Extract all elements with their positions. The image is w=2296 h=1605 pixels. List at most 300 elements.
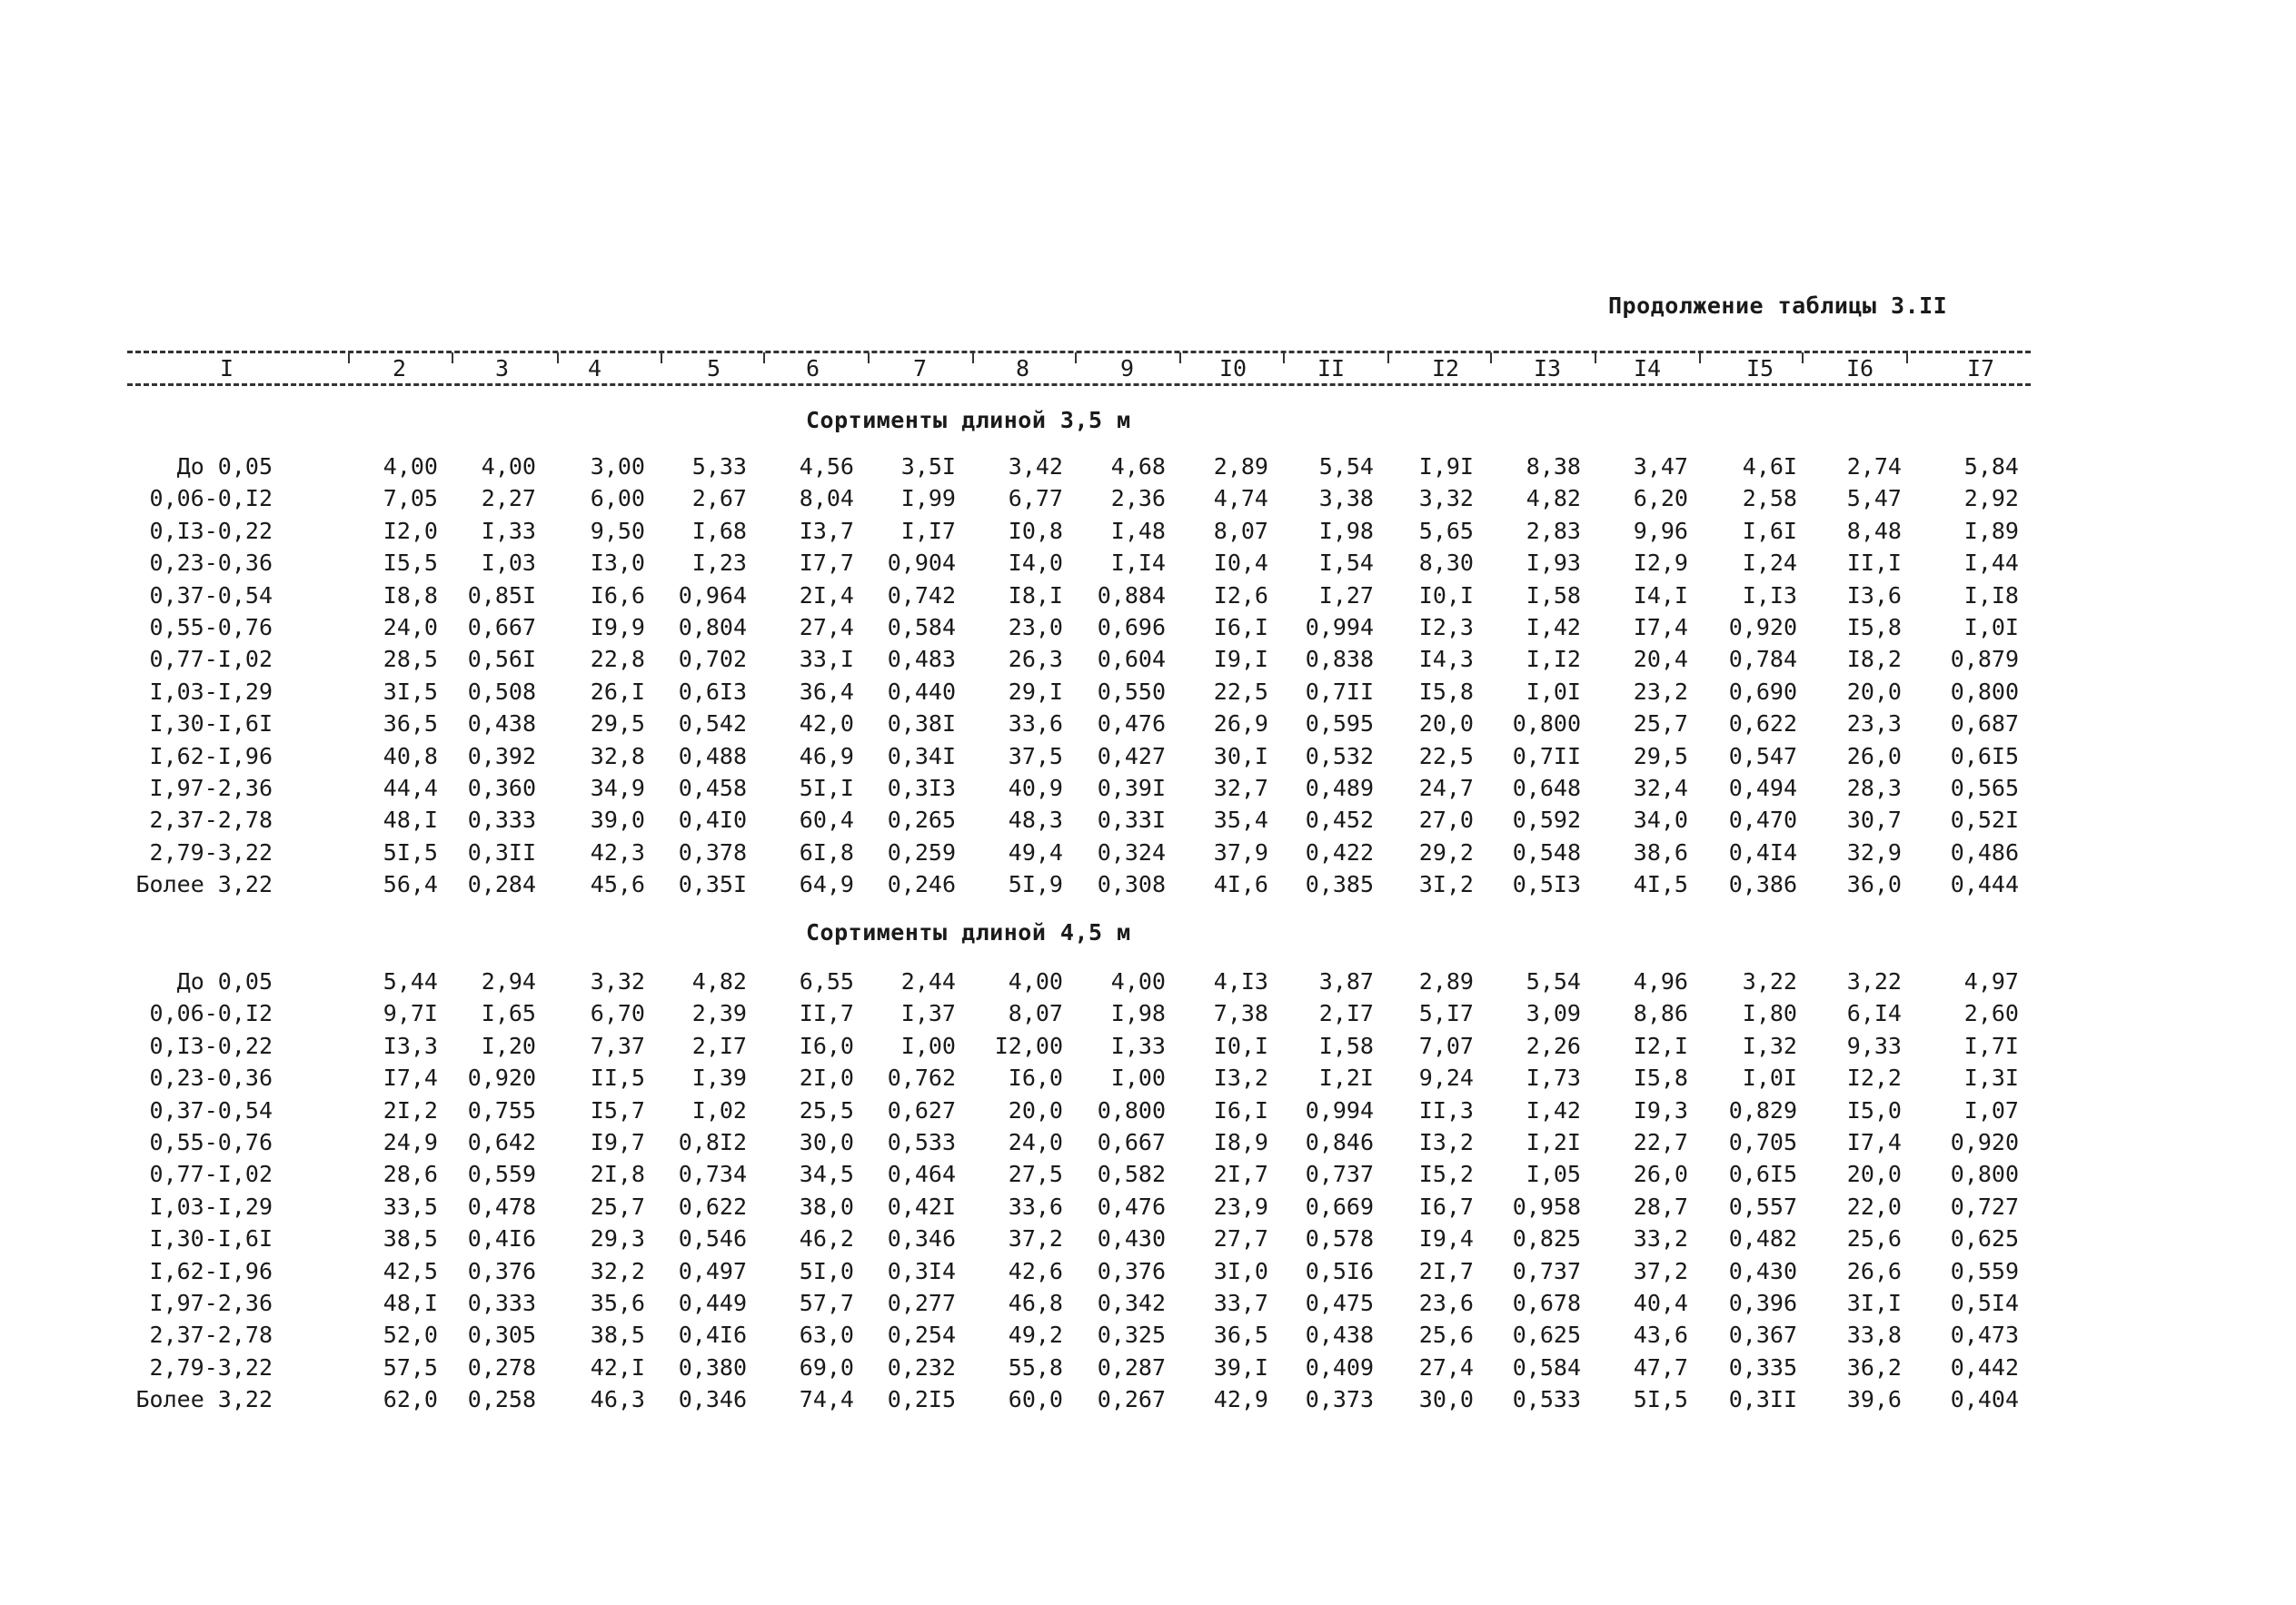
table-cell: 24,0 — [1008, 1129, 1063, 1155]
table-cell: I,03 — [481, 550, 536, 577]
table-cell: II,7 — [799, 1000, 854, 1027]
table-cell: 0,762 — [887, 1065, 956, 1092]
table-cell: 0,904 — [887, 550, 956, 577]
table-cell: 25,7 — [1633, 710, 1688, 738]
table-cell: 7,07 — [1418, 1032, 1474, 1059]
table-cell: I,58 — [1318, 1032, 1374, 1059]
table-cell: 0,497 — [678, 1257, 747, 1284]
table-cell: 0,2I5 — [887, 1386, 956, 1413]
table-cell: 0,667 — [467, 614, 536, 640]
table-cell: 2,89 — [1213, 453, 1268, 480]
table-cell: 42,5 — [383, 1257, 438, 1284]
table-cell: 0,305 — [467, 1322, 536, 1349]
table-cell: 22,8 — [590, 646, 645, 673]
table-cell: 0,482 — [1728, 1225, 1797, 1253]
table-cell: 0,546 — [678, 1225, 747, 1253]
table-cell: 0,444 — [1950, 871, 2019, 898]
table-cell: 26,0 — [1633, 1161, 1688, 1188]
table-cell: I,0I — [1526, 678, 1581, 705]
table-cell: 0,582 — [1097, 1161, 1166, 1188]
header-separator — [1699, 352, 1701, 363]
table-row — [0, 676, 2296, 708]
table-cell: 2I,7 — [1418, 1257, 1474, 1284]
table-cell: 0,5I6 — [1305, 1257, 1374, 1284]
table-cell: 4,96 — [1633, 968, 1688, 995]
table-cell: I,3I — [1963, 1065, 2019, 1092]
table-row — [0, 611, 2296, 644]
table-cell: 20,0 — [1418, 710, 1474, 738]
header-col-2: 2 — [393, 355, 407, 381]
table-cell: 23,2 — [1633, 678, 1688, 705]
table-cell: 0,800 — [1512, 710, 1581, 738]
table-cell: 0,804 — [678, 614, 747, 640]
table-cell: 8,07 — [1213, 517, 1268, 544]
table-cell: I0,I — [1213, 1032, 1268, 1059]
table-cell: 8,30 — [1418, 550, 1474, 577]
section-title: Сортименты длиной 4,5 м — [806, 919, 1131, 946]
table-cell: 46,3 — [590, 1386, 645, 1413]
row-label: Более 3,22 — [135, 1386, 273, 1413]
table-cell: 0,385 — [1305, 871, 1374, 898]
table-cell: 0,476 — [1097, 1193, 1166, 1220]
table-row — [0, 547, 2296, 580]
table-cell: 3,38 — [1318, 485, 1374, 512]
table-cell: I9,I — [1213, 646, 1268, 673]
header-separator — [1179, 352, 1181, 363]
table-cell: 9,50 — [590, 517, 645, 544]
table-cell: 3,87 — [1318, 968, 1374, 995]
table-cell: I3,0 — [590, 550, 645, 577]
table-cell: 0,488 — [678, 742, 747, 769]
table-cell: 7,38 — [1213, 1000, 1268, 1027]
table-cell: 0,622 — [678, 1193, 747, 1220]
table-cell: 26,6 — [1846, 1257, 1902, 1284]
table-cell: I,0I — [1963, 614, 2019, 640]
table-cell: 0,4I6 — [467, 1225, 536, 1253]
table-cell: 26,9 — [1213, 710, 1268, 738]
table-cell: 42,3 — [590, 838, 645, 866]
table-cell: 6,00 — [590, 485, 645, 512]
table-cell: 37,5 — [1008, 742, 1063, 769]
table-cell: 2,74 — [1846, 453, 1902, 480]
table-cell: 0,85I — [467, 581, 536, 609]
table-cell: I,I3 — [1742, 581, 1797, 609]
table-cell: I,6I — [1742, 517, 1797, 544]
table-cell: 36,5 — [1213, 1322, 1268, 1349]
table-cell: 4,68 — [1110, 453, 1166, 480]
table-cell: 2I,8 — [590, 1161, 645, 1188]
table-cell: 0,755 — [467, 1096, 536, 1124]
table-cell: 0,690 — [1728, 678, 1797, 705]
table-cell: 0,56I — [467, 646, 536, 673]
table-cell: 28,3 — [1846, 775, 1902, 801]
table-cell: 38,0 — [799, 1193, 854, 1220]
table-cell: 34,0 — [1633, 807, 1688, 834]
table-cell: 57,5 — [383, 1353, 438, 1381]
row-label: I,30-I,6I — [149, 1225, 273, 1253]
table-cell: I5,5 — [383, 550, 438, 577]
table-cell: 39,I — [1213, 1353, 1268, 1381]
table-cell: 46,8 — [1008, 1290, 1063, 1316]
table-cell: I3,7 — [799, 517, 854, 544]
table-cell: 36,4 — [799, 678, 854, 705]
table-cell: 0,584 — [887, 614, 956, 640]
table-cell: 32,8 — [590, 742, 645, 769]
table-cell: 2,83 — [1526, 517, 1581, 544]
table-cell: 36,5 — [383, 710, 438, 738]
table-cell: 23,3 — [1846, 710, 1902, 738]
table-cell: I,05 — [1526, 1161, 1581, 1188]
table-cell: 26,3 — [1008, 646, 1063, 673]
table-cell: I,2I — [1318, 1065, 1374, 1092]
table-cell: 60,0 — [1008, 1386, 1063, 1413]
table-cell: 6I,8 — [799, 838, 854, 866]
table-cell: 0,277 — [887, 1290, 956, 1316]
table-cell: 37,2 — [1633, 1257, 1688, 1284]
table-cell: 48,I — [383, 807, 438, 834]
table-cell: 20,0 — [1008, 1096, 1063, 1124]
table-cell: I,I4 — [1110, 550, 1166, 577]
header-separator — [972, 352, 974, 363]
table-row — [0, 482, 2296, 515]
table-cell: 0,442 — [1950, 1353, 2019, 1381]
table-cell: I,I8 — [1963, 581, 2019, 609]
table-cell: 3I,I — [1846, 1290, 1902, 1316]
table-cell: 29,5 — [590, 710, 645, 738]
table-cell: 5,I7 — [1418, 1000, 1474, 1027]
table-cell: 2,I7 — [1318, 1000, 1374, 1027]
header-col-12: I2 — [1432, 355, 1460, 381]
table-cell: 3I,0 — [1213, 1257, 1268, 1284]
table-cell: 0,5I3 — [1512, 871, 1581, 898]
row-label: 2,79-3,22 — [149, 838, 273, 866]
table-cell: 25,6 — [1418, 1322, 1474, 1349]
table-cell: 0,4I6 — [678, 1322, 747, 1349]
table-cell: 29,I — [1008, 678, 1063, 705]
table-cell: 0,376 — [1097, 1257, 1166, 1284]
table-cell: 36,2 — [1846, 1353, 1902, 1381]
row-label: 0,55-0,76 — [149, 1129, 273, 1155]
table-row — [0, 1255, 2296, 1288]
table-cell: 57,7 — [799, 1290, 854, 1316]
table-cell: I6,I — [1213, 614, 1268, 640]
table-cell: 60,4 — [799, 807, 854, 834]
row-label: I,03-I,29 — [149, 678, 273, 705]
table-cell: 0,687 — [1950, 710, 2019, 738]
table-cell: 3,22 — [1846, 968, 1902, 995]
table-cell: 30,7 — [1846, 807, 1902, 834]
table-cell: I5,0 — [1846, 1096, 1902, 1124]
row-label: 0,77-I,02 — [149, 646, 273, 673]
table-cell: 0,920 — [1728, 614, 1797, 640]
table-row — [0, 837, 2296, 869]
table-cell: 6,20 — [1633, 485, 1688, 512]
table-cell: I8,I — [1008, 581, 1063, 609]
table-cell: 0,3I4 — [887, 1257, 956, 1284]
header-separator — [868, 352, 870, 363]
table-cell: I,48 — [1110, 517, 1166, 544]
table-cell: I5,8 — [1633, 1065, 1688, 1092]
table-cell: I,99 — [900, 485, 956, 512]
row-label: 2,79-3,22 — [149, 1353, 273, 1381]
table-cell: 7,05 — [383, 485, 438, 512]
table-cell: 26,0 — [1846, 742, 1902, 769]
table-cell: 2,39 — [691, 1000, 747, 1027]
table-row — [0, 1030, 2296, 1063]
table-cell: I6,0 — [1008, 1065, 1063, 1092]
table-cell: 0,559 — [467, 1161, 536, 1188]
table-cell: 26,I — [590, 678, 645, 705]
table-cell: 0,838 — [1305, 646, 1374, 673]
table-row — [0, 451, 2296, 483]
table-cell: 4,82 — [1526, 485, 1581, 512]
table-cell: I,37 — [900, 1000, 956, 1027]
table-row — [0, 1191, 2296, 1224]
table-cell: 0,578 — [1305, 1225, 1374, 1253]
table-row — [0, 643, 2296, 676]
row-label: I,97-2,36 — [149, 775, 273, 801]
row-label: До 0,05 — [176, 968, 273, 995]
row-label: 0,06-0,I2 — [149, 1000, 273, 1027]
table-cell: 63,0 — [799, 1322, 854, 1349]
table-cell: 0,404 — [1950, 1386, 2019, 1413]
table-cell: 0,34I — [887, 742, 956, 769]
table-cell: 6,77 — [1008, 485, 1063, 512]
table-cell: 4,00 — [481, 453, 536, 480]
table-cell: 0,669 — [1305, 1193, 1374, 1220]
table-cell: 0,440 — [887, 678, 956, 705]
table-cell: 0,879 — [1950, 646, 2019, 673]
table-cell: 0,533 — [887, 1129, 956, 1155]
table-cell: I4,3 — [1418, 646, 1474, 673]
table-cell: 62,0 — [383, 1386, 438, 1413]
table-cell: 0,742 — [887, 581, 956, 609]
row-label: 0,37-0,54 — [149, 581, 273, 609]
table-cell: 20,0 — [1846, 1161, 1902, 1188]
table-cell: 33,2 — [1633, 1225, 1688, 1253]
table-cell: 33,I — [799, 646, 854, 673]
table-cell: 0,595 — [1305, 710, 1374, 738]
table-cell: 20,4 — [1633, 646, 1688, 673]
table-cell: 0,473 — [1950, 1322, 2019, 1349]
table-cell: 4,I3 — [1213, 968, 1268, 995]
row-label: 0,55-0,76 — [149, 614, 273, 640]
table-cell: 9,7I — [383, 1000, 438, 1027]
table-cell: 8,38 — [1526, 453, 1581, 480]
table-cell: 44,4 — [383, 775, 438, 801]
table-cell: 46,2 — [799, 1225, 854, 1253]
table-cell: 28,5 — [383, 646, 438, 673]
header-col-15: I5 — [1746, 355, 1774, 381]
table-cell: I9,7 — [590, 1129, 645, 1155]
table-cell: I2,2 — [1846, 1065, 1902, 1092]
table-cell: I2,00 — [994, 1032, 1063, 1059]
table-cell: 3,32 — [1418, 485, 1474, 512]
table-cell: 0,8I2 — [678, 1129, 747, 1155]
table-cell: 0,784 — [1728, 646, 1797, 673]
table-cell: 64,9 — [799, 871, 854, 898]
table-cell: 69,0 — [799, 1353, 854, 1381]
table-cell: 2I,0 — [799, 1065, 854, 1092]
table-cell: 0,42I — [887, 1193, 956, 1220]
table-cell: 0,557 — [1728, 1193, 1797, 1220]
table-cell: 5,54 — [1526, 968, 1581, 995]
table-cell: 0,346 — [678, 1386, 747, 1413]
table-cell: 0,452 — [1305, 807, 1374, 834]
table-cell: I5,8 — [1418, 678, 1474, 705]
table-cell: 0,964 — [678, 581, 747, 609]
row-label: 0,06-0,I2 — [149, 485, 273, 512]
table-cell: 27,4 — [799, 614, 854, 640]
table-cell: 0,324 — [1097, 838, 1166, 866]
table-cell: I,58 — [1526, 581, 1581, 609]
table-cell: 0,378 — [678, 838, 747, 866]
header-col-6: 6 — [806, 355, 820, 381]
table-cell: II,5 — [590, 1065, 645, 1092]
table-cell: 24,0 — [383, 614, 438, 640]
table-cell: I6,I — [1213, 1096, 1268, 1124]
table-cell: 2I,7 — [1213, 1161, 1268, 1188]
table-cell: 0,476 — [1097, 710, 1166, 738]
table-cell: 33,7 — [1213, 1290, 1268, 1316]
table-cell: I,33 — [481, 517, 536, 544]
table-header-row — [0, 352, 2296, 385]
table-cell: 4,00 — [383, 453, 438, 480]
table-cell: 3I,2 — [1418, 871, 1474, 898]
table-cell: 0,3I3 — [887, 775, 956, 801]
table-cell: 3,09 — [1526, 1000, 1581, 1027]
table-cell: 0,38I — [887, 710, 956, 738]
table-cell: I,02 — [691, 1096, 747, 1124]
table-row — [0, 1223, 2296, 1255]
table-cell: 9,96 — [1633, 517, 1688, 544]
table-cell: 0,346 — [887, 1225, 956, 1253]
table-cell: 45,6 — [590, 871, 645, 898]
table-cell: 0,6I5 — [1950, 742, 2019, 769]
table-cell: 0,559 — [1950, 1257, 2019, 1284]
row-label: До 0,05 — [176, 453, 273, 480]
table-row — [0, 708, 2296, 740]
table-cell: 35,4 — [1213, 807, 1268, 834]
table-cell: 39,6 — [1846, 1386, 1902, 1413]
row-label: 2,37-2,78 — [149, 807, 273, 834]
table-cell: 0,532 — [1305, 742, 1374, 769]
table-cell: 3,5I — [900, 453, 956, 480]
table-row — [0, 804, 2296, 837]
table-cell: 24,7 — [1418, 775, 1474, 801]
table-cell: 0,550 — [1097, 678, 1166, 705]
table-row — [0, 580, 2296, 612]
table-cell: 0,373 — [1305, 1386, 1374, 1413]
table-cell: 0,258 — [467, 1386, 536, 1413]
table-cell: 0,6I5 — [1728, 1161, 1797, 1188]
table-cell: 0,727 — [1950, 1193, 2019, 1220]
row-label: I,03-I,29 — [149, 1193, 273, 1220]
header-col-16: I6 — [1846, 355, 1874, 381]
table-cell: I3,6 — [1846, 581, 1902, 609]
header-separator — [1802, 352, 1804, 363]
table-cell: I0,I — [1418, 581, 1474, 609]
table-cell: 0,475 — [1305, 1290, 1374, 1316]
table-cell: I,24 — [1742, 550, 1797, 577]
table-cell: 0,705 — [1728, 1129, 1797, 1155]
table-cell: 0,622 — [1728, 710, 1797, 738]
header-col-11: II — [1317, 355, 1346, 381]
table-cell: 0,508 — [467, 678, 536, 705]
table-cell: I6,7 — [1418, 1193, 1474, 1220]
table-cell: 2I,2 — [383, 1096, 438, 1124]
table-cell: 0,427 — [1097, 742, 1166, 769]
table-cell: 25,7 — [590, 1193, 645, 1220]
table-cell: II,I — [1846, 550, 1902, 577]
table-cell: 20,0 — [1846, 678, 1902, 705]
table-cell: 5I,5 — [383, 838, 438, 866]
table-cell: 0,267 — [1097, 1386, 1166, 1413]
table-cell: 0,335 — [1728, 1353, 1797, 1381]
table-cell: 27,4 — [1418, 1353, 1474, 1381]
table-cell: I,44 — [1963, 550, 2019, 577]
table-cell: 40,4 — [1633, 1290, 1688, 1316]
table-cell: 36,0 — [1846, 871, 1902, 898]
table-cell: 25,5 — [799, 1096, 854, 1124]
table-cell: 4,56 — [799, 453, 854, 480]
header-col-5: 5 — [707, 355, 721, 381]
table-cell: I6,6 — [590, 581, 645, 609]
table-cell: 0,386 — [1728, 871, 1797, 898]
table-cell: 28,6 — [383, 1161, 438, 1188]
table-cell: 4,74 — [1213, 485, 1268, 512]
table-cell: 52,0 — [383, 1322, 438, 1349]
table-cell: 4,6I — [1742, 453, 1797, 480]
table-cell: 9,33 — [1846, 1032, 1902, 1059]
table-cell: 22,5 — [1418, 742, 1474, 769]
table-cell: 7,37 — [590, 1032, 645, 1059]
table-cell: I8,8 — [383, 581, 438, 609]
table-cell: 30,0 — [1418, 1386, 1474, 1413]
table-cell: 0,5I4 — [1950, 1290, 2019, 1316]
table-cell: 0,800 — [1097, 1096, 1166, 1124]
table-cell: 25,6 — [1846, 1225, 1902, 1253]
continuation-title: Продолжение таблицы 3.II — [1608, 292, 1948, 319]
table-cell: I,33 — [1110, 1032, 1166, 1059]
table-cell: I3,3 — [383, 1032, 438, 1059]
table-cell: I2,0 — [383, 517, 438, 544]
table-cell: 0,232 — [887, 1353, 956, 1381]
table-cell: 0,829 — [1728, 1096, 1797, 1124]
table-cell: I,0I — [1742, 1065, 1797, 1092]
table-cell: 48,3 — [1008, 807, 1063, 834]
header-separator — [1075, 352, 1077, 363]
table-cell: 30,0 — [799, 1129, 854, 1155]
table-row — [0, 515, 2296, 548]
table-cell: 8,86 — [1633, 1000, 1688, 1027]
table-cell: 0,333 — [467, 1290, 536, 1316]
table-cell: 22,7 — [1633, 1129, 1688, 1155]
table-cell: 28,7 — [1633, 1193, 1688, 1220]
table-cell: 2,67 — [691, 485, 747, 512]
table-cell: 3,00 — [590, 453, 645, 480]
table-cell: 0,604 — [1097, 646, 1166, 673]
table-cell: I,65 — [481, 1000, 536, 1027]
table-cell: I7,4 — [1846, 1129, 1902, 1155]
header-separator — [1387, 352, 1389, 363]
table-cell: 30,I — [1213, 742, 1268, 769]
table-cell: 6,I4 — [1846, 1000, 1902, 1027]
table-cell: 23,6 — [1418, 1290, 1474, 1316]
table-cell: 2,58 — [1742, 485, 1797, 512]
header-separator — [661, 352, 662, 363]
table-cell: 0,542 — [678, 710, 747, 738]
